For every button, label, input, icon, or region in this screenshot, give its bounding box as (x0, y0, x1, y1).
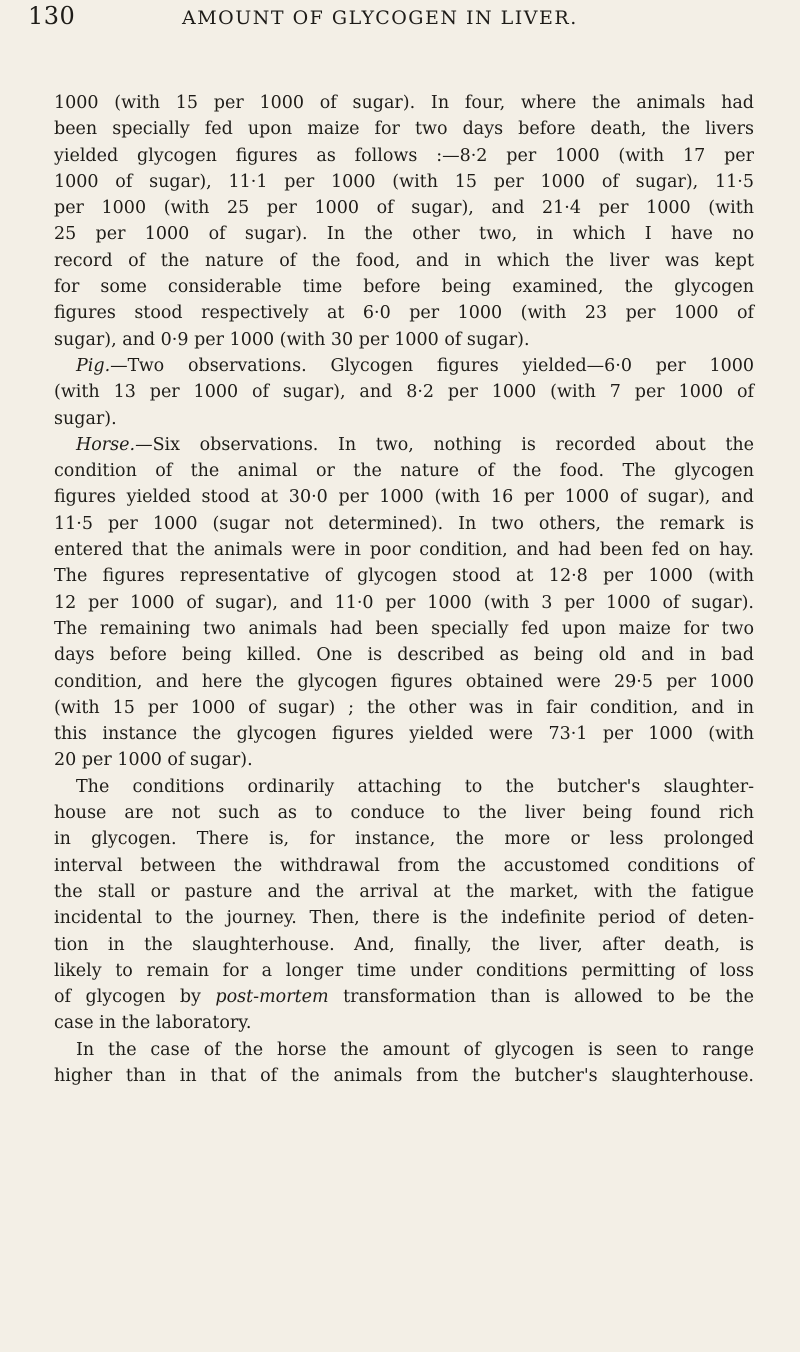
text-line: 11·5 per 1000 (sugar not determined). In two others, the remark is (54, 513, 754, 534)
text-line: 25 per 1000 of sugar). In the other two, in which I have no (54, 224, 754, 245)
text-line: the stall or pasture and the arrival at the market, with the fatigue (54, 881, 754, 902)
text-line: condition of the animal or the nature of the food. The glycogen (54, 461, 754, 482)
text-line: case in the laboratory. (54, 1013, 252, 1034)
text-line: The remaining two animals had been specially fed upon maize for two (54, 618, 754, 639)
text-run: transformation than is allowed to be the (328, 987, 754, 1008)
text-line: in glycogen. There is, for instance, the more or less prolonged (54, 829, 754, 850)
text-line: In the case of the horse the amount of glycogen is seen to range (76, 1039, 754, 1060)
text-line: entered that the animals were in poor condition, and had been fed on hay. (54, 540, 754, 561)
text-line: (with 15 per 1000 of sugar) ; the other was in fair condition, and in (54, 697, 754, 718)
text-line: yielded glycogen figures as follows :—8·2 per 1000 (with 17 per (54, 145, 754, 166)
section-label-pig: Pig. (76, 355, 111, 376)
text-line: tion in the slaughterhouse. And, finally, the liver, after death, is (54, 934, 754, 955)
text-line: 1000 (with 15 per 1000 of sugar). In four, where the animals had (54, 93, 754, 113)
text-run: —Six observations. In two, nothing is recorded about the (135, 434, 754, 455)
page-number: 130 (28, 2, 76, 30)
italic-term: post-mortem (215, 987, 329, 1008)
text-line: The figures representative of glycogen stood at 12·8 per 1000 (with (54, 566, 754, 587)
text-line: figures yielded stood at 30·0 per 1000 (with 16 per 1000 of sugar), and (54, 487, 754, 508)
text-line: sugar), and 0·9 per 1000 (with 30 per 1000 of sugar). (54, 329, 530, 350)
text-line: this instance the glycogen figures yielded were 73·1 per 1000 (with (54, 724, 754, 745)
running-title: AMOUNT OF GLYCOGEN IN LIVER. (182, 7, 578, 29)
page-header (0, 0, 800, 50)
text-line: interval between the withdrawal from the accustomed conditions of (54, 855, 754, 876)
text-line: figures stood respectively at 6·0 per 1000 (with 23 per 1000 of (54, 303, 754, 324)
text-line: per 1000 (with 25 per 1000 of sugar), and 21·4 per 1000 (with (54, 198, 754, 219)
text-line: days before being killed. One is described as being old and in bad (54, 645, 754, 666)
text-line: (with 13 per 1000 of sugar), and 8·2 per 1000 (with 7 per 1000 of (54, 382, 754, 403)
text-line (54, 984, 754, 1010)
text-run: —Two observations. Glycogen figures yielded—6·0 per 1000 (110, 355, 754, 376)
body-text (54, 90, 754, 1089)
text-line: record of the nature of the food, and in which the liver was kept (54, 250, 754, 271)
text-line: been specially fed upon maize for two days before death, the livers (54, 119, 754, 140)
text-line: 1000 of sugar), 11·1 per 1000 (with 15 per 1000 of sugar), 11·5 (54, 171, 754, 192)
section-label-horse: Horse. (76, 434, 136, 455)
text-line (54, 432, 754, 458)
text-line: 20 per 1000 of sugar). (54, 750, 253, 771)
text-line: sugar). (54, 408, 117, 429)
text-line: The conditions ordinarily attaching to the butcher's slaughter- (76, 776, 754, 797)
text-line: higher than in that of the animals from the butcher's slaughterhouse. (54, 1065, 754, 1086)
text-line: for some considerable time before being examined, the glycogen (54, 277, 754, 298)
text-line: house are not such as to conduce to the liver being found rich (54, 803, 754, 824)
text-run: of glycogen by (54, 987, 216, 1008)
text-line: 12 per 1000 of sugar), and 11·0 per 1000 (with 3 per 1000 of sugar). (54, 592, 754, 613)
text-line: condition, and here the glycogen figures obtained were 29·5 per 1000 (54, 671, 754, 692)
text-line (54, 353, 754, 379)
text-line: likely to remain for a longer time under conditions permitting of loss (54, 960, 754, 981)
text-line: incidental to the journey. Then, there is the indefinite period of deten- (54, 908, 754, 929)
